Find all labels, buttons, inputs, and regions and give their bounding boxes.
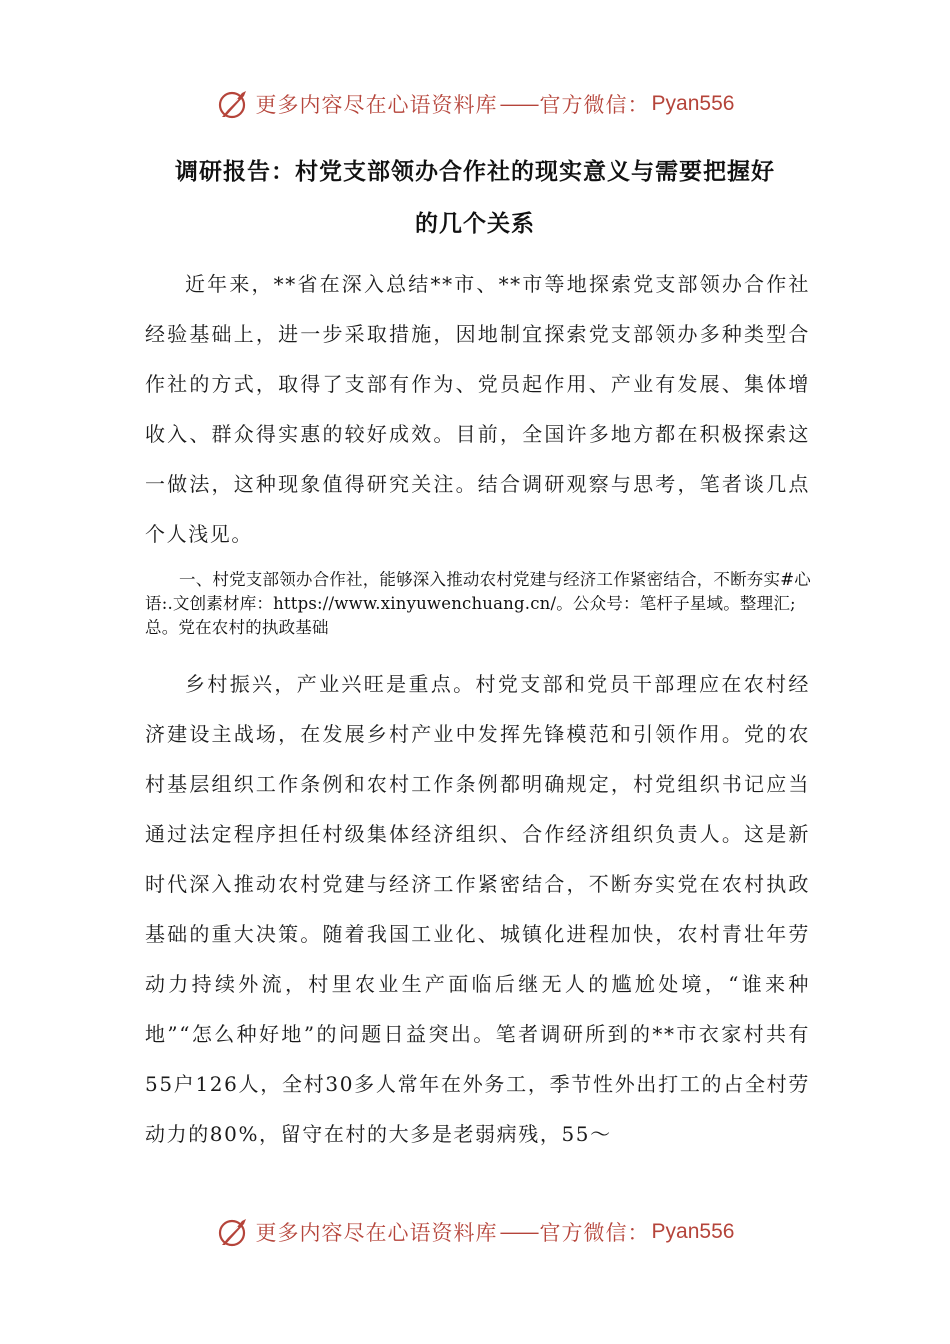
watermark-wechat-id: Pyan556 [651,92,735,115]
intro-paragraph: 近年来，**省在深入总结**市、**市等地探索党支部领办合作社经验基础上，进一步采取措施，因地制宜探索党支部领办多种类型合作社的方式，取得了支部有作为、党员起作用、产业有发展、集体增收入、群众得实惠的较好成效。目前，全国许多地方都在积极探索这一做法，这种现象值得研究关注。结合调研观察与思考，笔者谈几点个人浅见。 [145,272,810,546]
watermark-wechat-label: 官方微信： [539,93,650,117]
watermark-brand: 更多内容尽在心语资料库 [255,1221,498,1245]
watermark-separator: —— [499,1220,538,1244]
watermark-separator: —— [499,92,538,116]
watermark-wechat-label: 官方微信： [539,1221,650,1245]
watermark-brand: 更多内容尽在心语资料库 [255,93,498,117]
header-watermark [0,84,950,124]
document-title [100,146,850,250]
document-title-line1: 调研报告：村党支部领办合作社的现实意义与需要把握好 [175,159,775,185]
quill-pen-logo-icon [216,87,250,121]
quill-pen-logo-icon [216,1215,250,1249]
document-title-line2: 的几个关系 [415,211,535,237]
body-paragraph: 乡村振兴，产业兴旺是重点。村党支部和党员干部理应在农村经济建设主战场，在发展乡村产业中发挥先锋模范和引领作用。党的农村基层组织工作条例和农村工作条例都明确规定，村党组织书记应当通过法定程序担任村级集体经济组织、合作经济组织负责人。这是新时代深入推动农村党建与经济工作紧密结合，不断夯实党在农村执政基础的重大决策。随着我国工业化、城镇化进程加快，农村青壮年劳动力持续外流，村里农业生产面临后继无人的尴尬处境，“谁来种地”“怎么种好地”的问题日益突出。笔者调研所到的**市衣家村共有55户126人，全村30多人常年在外务工，季节性外出打工的占全村劳动力的80%，留守在村的大多是老弱病残，55～ [145,672,810,1146]
footer-watermark [0,1212,950,1252]
section-heading-1: 一、村党支部领办合作社，能够深入推动农村党建与经济工作紧密结合，不断夯实#心语:.文创素材库：https://www.xinyuwenchuang.cn/。公众号：笔杆子星域。整理汇;总。党在农村的执政基础 [145,570,811,637]
watermark-wechat-id: Pyan556 [651,1220,735,1243]
